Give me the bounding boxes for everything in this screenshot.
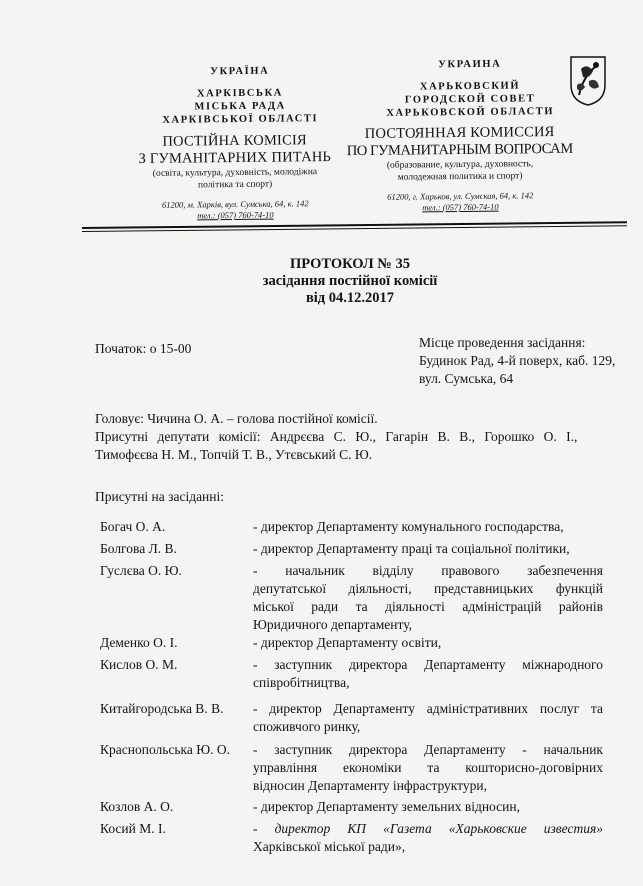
protocol-subtitle: засідання постійної комісії: [262, 273, 438, 289]
attendee-position-line: - директор КП «Газета «Харьковские известия»: [253, 821, 603, 836]
ukr-council-line1: ХАРКІВСЬКА: [196, 87, 284, 100]
attendee-position-line: - директор Департаменту адміністративних послуг та: [253, 701, 603, 716]
rus-commission-line2: ПО ГУМАНИТАРНЫМ ВОПРОСАМ: [346, 140, 573, 160]
rus-phone: тел.: (057) 760-74-10: [422, 201, 499, 213]
attendee-position: [253, 562, 603, 634]
ukr-address: 61200, м. Харків, вул. Сумська, 64, к. 142: [161, 198, 309, 210]
attendee-position-line: - начальник відділу правового забезпечення: [253, 563, 603, 578]
attendee-position-line: Юридичного департаменту,: [253, 617, 412, 632]
attendee-name: Китайгородська В. В.: [100, 701, 224, 716]
ukr-council-line2: МІСЬКА РАДА: [194, 100, 286, 113]
attendee-position-line: - заступник директора Департаменту - начальник: [253, 742, 603, 757]
protocol-title: ПРОТОКОЛ № 35: [290, 256, 410, 272]
attendee-position-line: співробітництва,: [253, 675, 350, 690]
attendee-name: Кислов О. М.: [100, 657, 178, 672]
ukr-country: УКРАЇНА: [210, 65, 270, 78]
attendee-position-line: - заступник директора Департаменту міжнародного: [253, 657, 603, 672]
attendee-name: Гуслєва О. Ю.: [100, 563, 182, 578]
attendee-position-line: споживчого ринку,: [253, 719, 361, 734]
chair-line: Головує: Чичина О. А. – голова постійної комісії.: [95, 411, 378, 426]
rus-scope-line1: (образование, культура, духовность,: [386, 159, 534, 171]
meeting-place-street: вул. Сумська, 64: [419, 371, 514, 386]
kharkiv-coat-of-arms-emblem: [569, 55, 607, 107]
attendee-position-line: управління економіки та кошторисно-договірних: [253, 760, 603, 775]
attendee-position-line: - директор Департаменту праці та соціальної політики,: [253, 541, 570, 556]
ukr-scope-line2: політика та спорт): [197, 179, 273, 191]
attendee-name: Косий М. І.: [100, 821, 166, 836]
attendee-position-line: - директор Департаменту земельних відносин,: [253, 799, 520, 814]
attendee-position: [253, 518, 603, 536]
rus-council-line1: ХАРЬКОВСКИЙ: [419, 80, 521, 93]
attendee-name: Краснопольська Ю. О.: [100, 742, 231, 757]
present-deputies-line2: Тимофєєва Н. М., Топчій Т. В., Утєвський С. Ю.: [95, 447, 373, 462]
attendee-name: Болгова Л. В.: [100, 541, 177, 556]
protocol-date: від 04.12.2017: [305, 290, 395, 306]
present-deputies-text: Присутні депутати комісії: Андрєєва С. Ю., Гагарін В. В., Горошко О. І.,: [95, 429, 578, 444]
attendee-name: Деменко О. І.: [100, 635, 178, 650]
ukr-commission-line1: ПОСТІЙНА КОМІСІЯ: [162, 132, 307, 150]
rus-country: УКРАИНА: [438, 58, 502, 71]
attendee-position: [253, 656, 603, 692]
attendee-position: [253, 820, 603, 856]
attendee-position-line: міської ради та діяльності адміністрацій районів: [253, 599, 603, 614]
present-deputies-line1: [95, 428, 610, 446]
attendee-name: Богач О. А.: [100, 519, 166, 534]
meeting-start: Початок: о 15-00: [95, 341, 192, 356]
rus-council-line3: ХАРЬКОВСКОЙ ОБЛАСТИ: [386, 106, 555, 119]
ukr-scope-line1: (освіта, культура, духовність, молодіжна: [152, 167, 318, 179]
meeting-place-label: Місце проведення засідання:: [419, 335, 586, 350]
attendees-heading: Присутні на засіданні:: [95, 489, 225, 504]
attendee-position: [253, 634, 603, 652]
attendee-position: [253, 798, 603, 816]
attendee-name: Козлов А. О.: [100, 799, 174, 814]
ukr-commission-line2: З ГУМАНІТАРНИХ ПИТАНЬ: [138, 148, 332, 168]
attendee-position-line: відносин Департаменту інфраструктури,: [253, 778, 487, 793]
attendee-position: [253, 540, 603, 558]
ukr-phone: тел.: (057) 760-74-10: [197, 209, 274, 221]
attendee-position: [253, 741, 603, 795]
attendee-position-line: - директор Департаменту комунального господарства,: [253, 519, 564, 534]
rus-council-line2: ГОРОДСКОЙ СОВЕТ: [404, 93, 536, 106]
attendee-position-line: Харківської міської ради»,: [253, 839, 406, 854]
attendee-position-line: - директор Департаменту освіти,: [253, 635, 442, 650]
attendee-position-line: депутатської діяльності, представницьких функцій: [253, 581, 603, 596]
rus-address: 61200, г. Харьков, ул. Сумская, 64, к. 142: [387, 190, 534, 202]
ukr-council-line3: ХАРКІВСЬКОЇ ОБЛАСТІ: [162, 113, 319, 126]
meeting-place-building: Будинок Рад, 4-й поверх, каб. 129,: [419, 353, 616, 368]
rus-commission-line1: ПОСТОЯННАЯ КОМИССИЯ: [364, 124, 555, 142]
attendee-position: [253, 700, 603, 736]
rus-scope-line2: молодежная политика и спорт): [397, 171, 523, 183]
